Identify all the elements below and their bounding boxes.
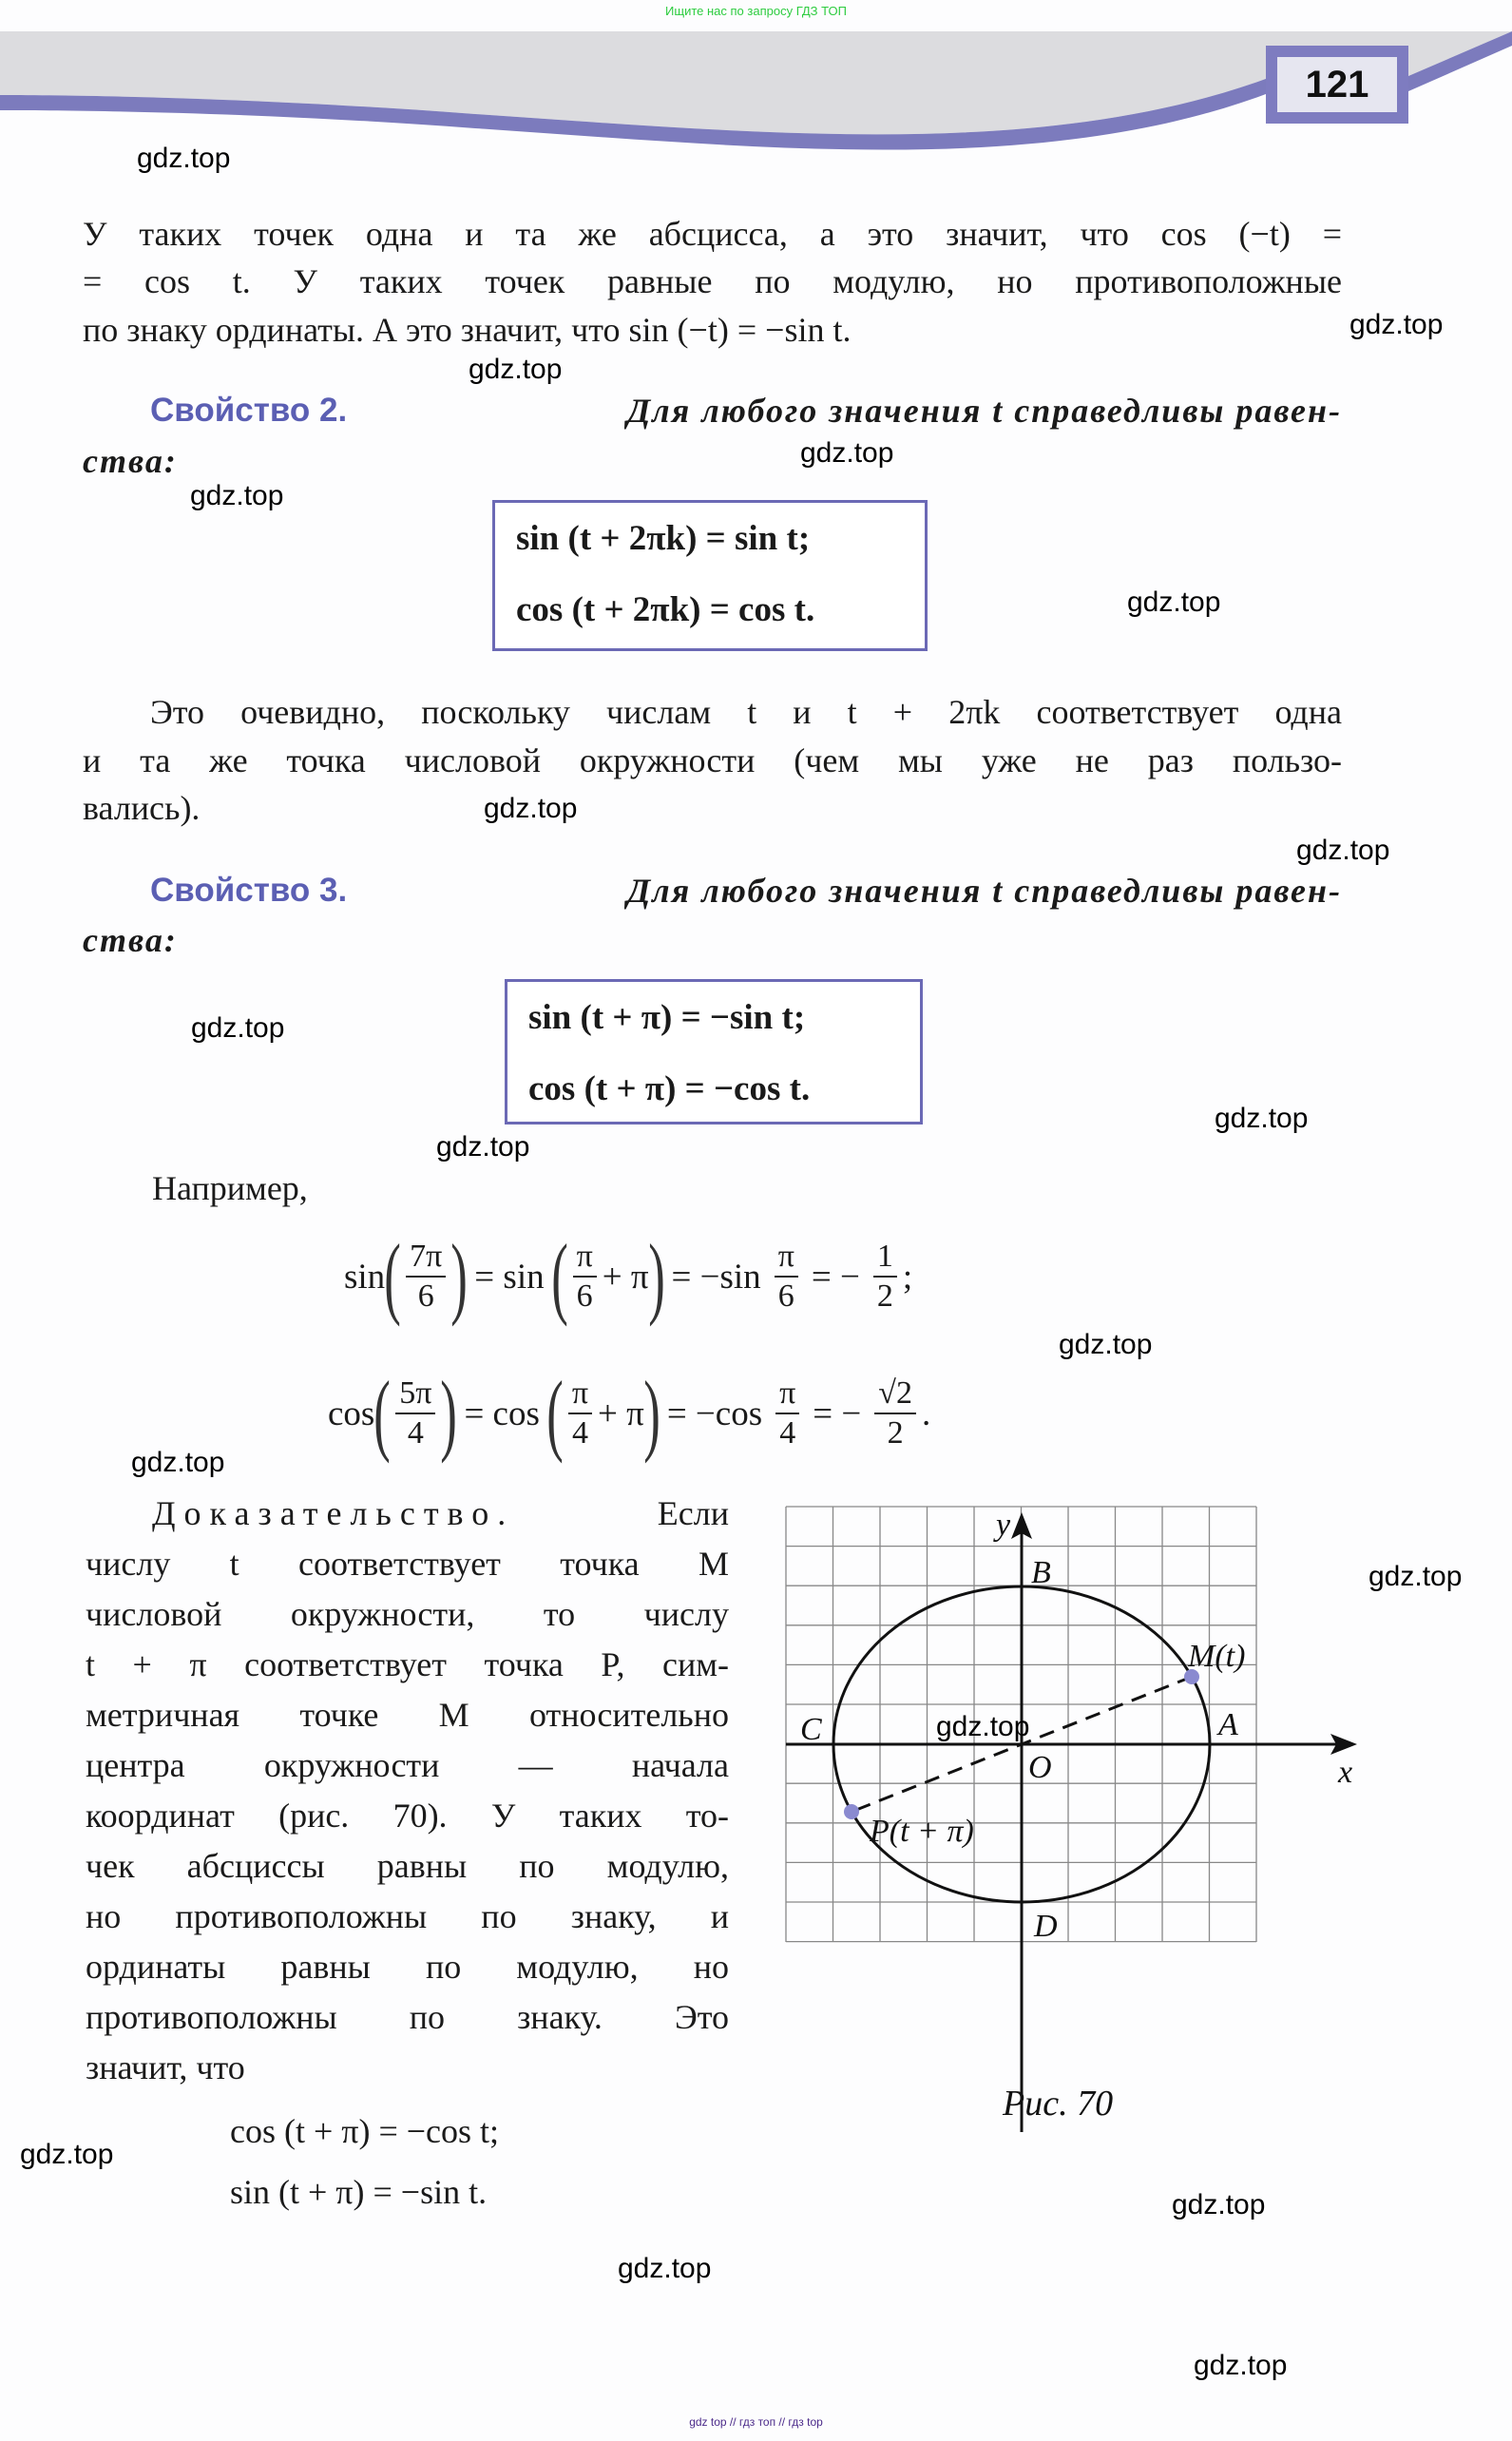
paragraph2-line: вались). [83, 789, 201, 827]
label-x: x [1338, 1755, 1353, 1790]
paragraph1-line: по знаку ординаты. А это значит, что sin (−t) = −sin t. [83, 311, 852, 349]
fraction [395, 1374, 435, 1452]
denominator: 4 [779, 1415, 796, 1451]
fraction [568, 1374, 592, 1452]
proof-result: sin (t + π) = −sin t. [230, 2173, 488, 2211]
label-C: C [800, 1712, 822, 1747]
proof-line: противоположны по знаку. Это [86, 1998, 729, 2036]
watermark: gdz.top [20, 2139, 114, 2170]
proof-line: t + π соответствует точка P, сим- [86, 1645, 729, 1683]
property3-label: Свойство 3. [150, 872, 348, 909]
numerator: π [573, 1238, 597, 1278]
fraction [874, 1374, 916, 1452]
numerator: π [775, 1238, 798, 1278]
paragraph1-line: = cos t. У таких точек равные по модулю, но противоположные [83, 262, 1342, 300]
property2-cont: ства: [83, 442, 178, 480]
watermark: gdz.top [618, 2253, 712, 2284]
property3-text: Для любого значения t справедливы равен- [626, 872, 1342, 910]
watermark: gdz.top [936, 1711, 1030, 1742]
label-D: D [1034, 1909, 1058, 1944]
operator: = −sin [671, 1257, 761, 1297]
watermark: gdz.top [137, 143, 231, 174]
example-label: Например, [152, 1169, 308, 1207]
property3-heading [150, 867, 1342, 914]
label-P: P(t + π) [870, 1814, 974, 1849]
page-number-box [1266, 46, 1408, 124]
example-equation-2 [328, 1362, 931, 1464]
operator: = −cos [666, 1393, 763, 1433]
denominator: 6 [777, 1278, 794, 1314]
property2-formula-box [492, 500, 928, 651]
denominator: 4 [407, 1415, 424, 1451]
property2-heading [150, 387, 1342, 434]
property3-cont: ства: [83, 921, 178, 959]
fraction [406, 1238, 446, 1316]
numerator: 7π [406, 1238, 446, 1278]
watermark: gdz.top [1172, 2189, 1266, 2220]
denominator: 6 [417, 1278, 434, 1314]
watermark: gdz.top [436, 1131, 530, 1163]
left-paren: ( [550, 1225, 568, 1327]
watermark: gdz.top [131, 1447, 225, 1478]
fraction [573, 1238, 597, 1316]
watermark: gdz.top [1127, 586, 1221, 618]
operator: = sin [474, 1257, 545, 1297]
watermark: gdz.top [1059, 1329, 1153, 1360]
formula: sin (t + π) = −sin t; [528, 998, 806, 1037]
fraction [873, 1238, 897, 1316]
numerator: 5π [395, 1374, 435, 1414]
left-paren: ( [384, 1225, 401, 1327]
proof-line: метричная точке M относительно [86, 1696, 729, 1734]
paragraph2-line: Это очевидно, поскольку числам t и t + 2πk соответствует одна [150, 693, 1342, 731]
right-paren: ) [643, 1362, 660, 1464]
fraction [775, 1374, 799, 1452]
label-y: y [996, 1508, 1011, 1543]
proof-result: cos (t + π) = −cos t; [230, 2112, 500, 2150]
fraction [775, 1238, 798, 1316]
formula: cos (t + 2πk) = cos t. [516, 590, 815, 629]
label-M: M(t) [1188, 1639, 1246, 1674]
right-paren: ) [440, 1362, 458, 1464]
proof-line: координат (рис. 70). У таких то- [86, 1797, 729, 1835]
proof-text: Если [657, 1494, 729, 1532]
watermark: gdz.top [1194, 2350, 1288, 2381]
property2-text: Для любого значения t справедливы равен- [626, 392, 1342, 430]
watermark: gdz.top [1296, 835, 1390, 866]
right-paren: ) [450, 1225, 469, 1327]
paragraph1-line: У таких точек одна и та же абсцисса, а это значит, что cos (−t) = [83, 215, 1342, 253]
label-A: A [1218, 1707, 1238, 1742]
figure-70-unit-circle [779, 1497, 1359, 2162]
label-B: B [1031, 1555, 1051, 1590]
proof-line: чек абсциссы равны по модулю, [86, 1847, 729, 1885]
numerator: π [775, 1374, 799, 1414]
denominator: 2 [876, 1278, 893, 1314]
top-banner[interactable]: Ищите нас по запросу ГДЗ ТОП [665, 4, 847, 18]
proof-first-line [152, 1490, 729, 1537]
proof-line: числовой окружности, то числу [86, 1595, 729, 1633]
left-paren: ( [373, 1362, 392, 1464]
operator: = − [811, 1257, 860, 1297]
numerator: π [568, 1374, 592, 1414]
denominator: 6 [576, 1278, 593, 1314]
watermark: gdz.top [484, 793, 578, 824]
watermark: gdz.top [190, 480, 284, 511]
watermark: gdz.top [1368, 1561, 1463, 1592]
punctuation: . [921, 1393, 931, 1433]
right-paren: ) [647, 1225, 665, 1327]
proof-line: ординаты равны по модулю, но [86, 1948, 729, 1986]
denominator: 4 [571, 1415, 588, 1451]
func: cos [328, 1393, 375, 1433]
operator: = − [813, 1393, 862, 1433]
left-paren: ( [546, 1362, 564, 1464]
operator: = cos [464, 1393, 540, 1433]
watermark: gdz.top [1215, 1103, 1309, 1134]
proof-line: числу t соответствует точка M [86, 1545, 729, 1583]
proof-line: центра окружности — начала [86, 1746, 729, 1784]
paragraph2-line: и та же точка числовой окружности (чем мы уже не раз пользо- [83, 741, 1342, 779]
formula: sin (t + 2πk) = sin t; [516, 519, 811, 558]
property3-formula-box [505, 979, 923, 1124]
watermark: gdz.top [191, 1012, 285, 1044]
property2-label: Свойство 2. [150, 392, 348, 429]
proof-line: но противоположны по знаку, и [86, 1897, 729, 1935]
denominator: 2 [887, 1415, 904, 1451]
watermark: gdz.top [1349, 309, 1444, 340]
proof-line: значит, что [86, 2048, 245, 2086]
point-P [844, 1804, 859, 1819]
numerator: 1 [873, 1238, 897, 1278]
punctuation: ; [902, 1257, 913, 1297]
numerator: √2 [874, 1374, 916, 1414]
figure-caption: Рис. 70 [1003, 2084, 1114, 2124]
func: sin [344, 1257, 386, 1297]
formula: cos (t + π) = −cos t. [528, 1069, 811, 1108]
operator: + π [602, 1257, 649, 1297]
watermark: gdz.top [800, 437, 894, 469]
operator: + π [598, 1393, 644, 1433]
watermark: gdz.top [469, 354, 563, 385]
label-O: O [1028, 1750, 1052, 1785]
example-equation-1 [344, 1225, 913, 1327]
page-number: 121 [1277, 57, 1397, 112]
footer[interactable]: gdz top // гдз топ // гдз top [689, 2415, 823, 2429]
proof-title: Доказательство. [152, 1494, 515, 1532]
